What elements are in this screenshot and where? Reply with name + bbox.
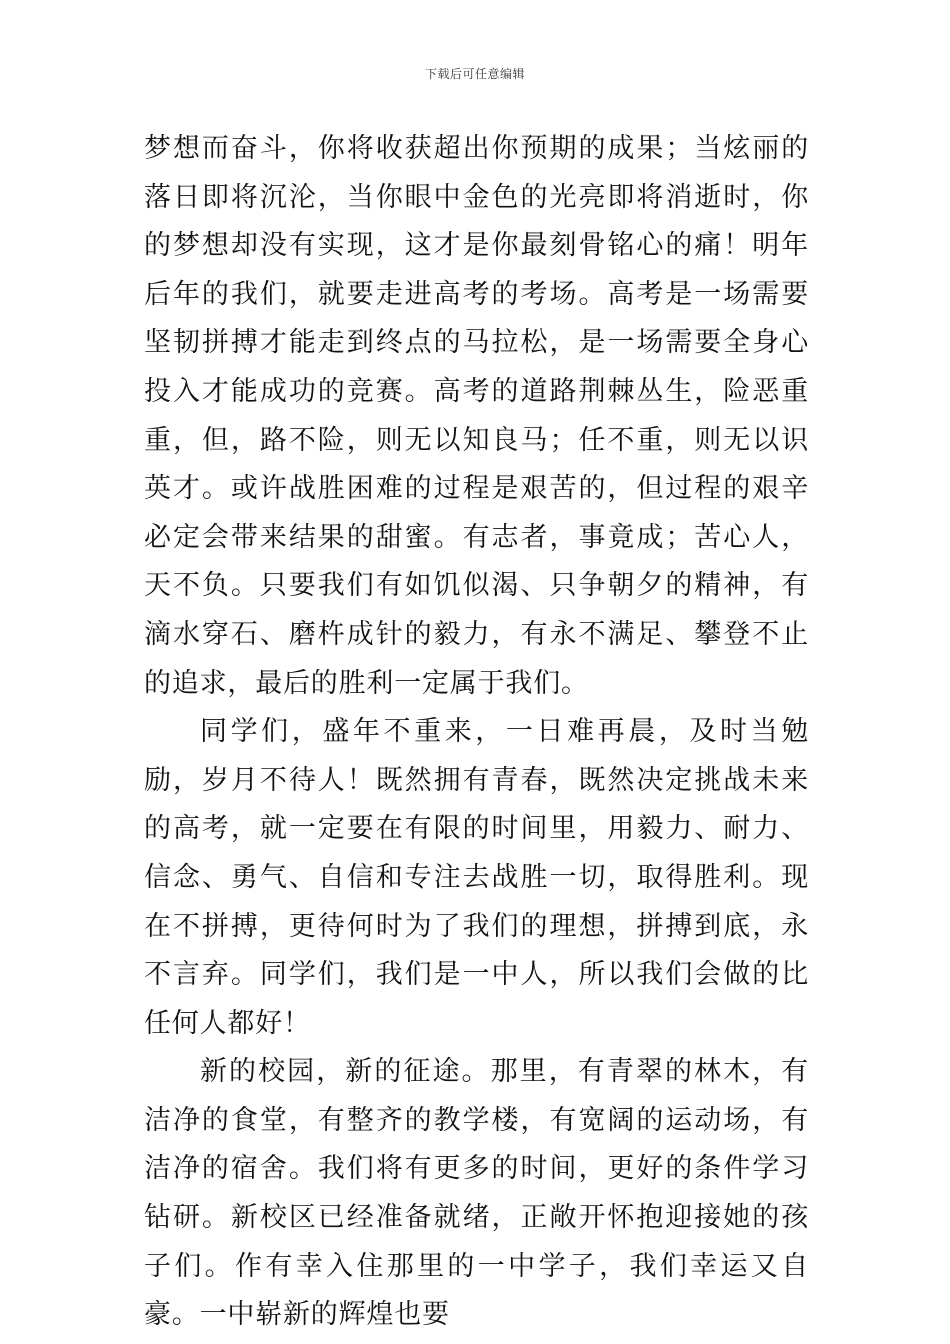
paragraph-2: 同学们，盛年不重来，一日难再晨，及时当勉励，岁月不待人！既然拥有青春，既然决定挑战未来的高考，就一定要在有限的时间里，用毅力、耐力、信念、勇气、自信和专注去战胜一切，取得胜利。现在不拼搏，更待何时为了我们的理想，拼搏到底，永不言弃。同学们，我们是一中人，所以我们会做的比任何人都好！	[144, 716, 809, 1039]
header-note: 下载后可任意编辑	[424, 67, 525, 81]
paragraph-3: 新的校园，新的征途。那里，有青翠的林木，有洁净的食堂，有整齐的教学楼，有宽阔的运动场，有洁净的宿舍。我们将有更多的时间，更好的条件学习钻研。新校区已经准备就绪，正敞开怀抱迎接她的孩子们。作有幸入住那里的一中学子，我们幸运又自豪。一中崭新的辉煌也要	[144, 1056, 809, 1331]
paragraph-1: 梦想而奋斗，你将收获超出你预期的成果；当炫丽的落日即将沉沦，当你眼中金色的光亮即将消逝时，你的梦想却没有实现，这才是你最刻骨铭心的痛！明年后年的我们，就要走进高考的考场。高考是一场需要坚韧拼搏才能走到终点的马拉松，是一场需要全身心投入才能成功的竞赛。高考的道路荆棘丛生，险恶重重，但，路不险，则无以知良马；任不重，则无以识英才。或许战胜困难的过程是艰苦的，但过程的艰辛必定会带来结果的甜蜜。有志者，事竟成；苦心人，天不负。只要我们有如饥似渴、只争朝夕的精神，有滴水穿石、磨杵成针的毅力，有永不满足、攀登不止的追求，最后的胜利一定属于我们。	[144, 133, 809, 699]
document-body	[144, 125, 809, 1340]
